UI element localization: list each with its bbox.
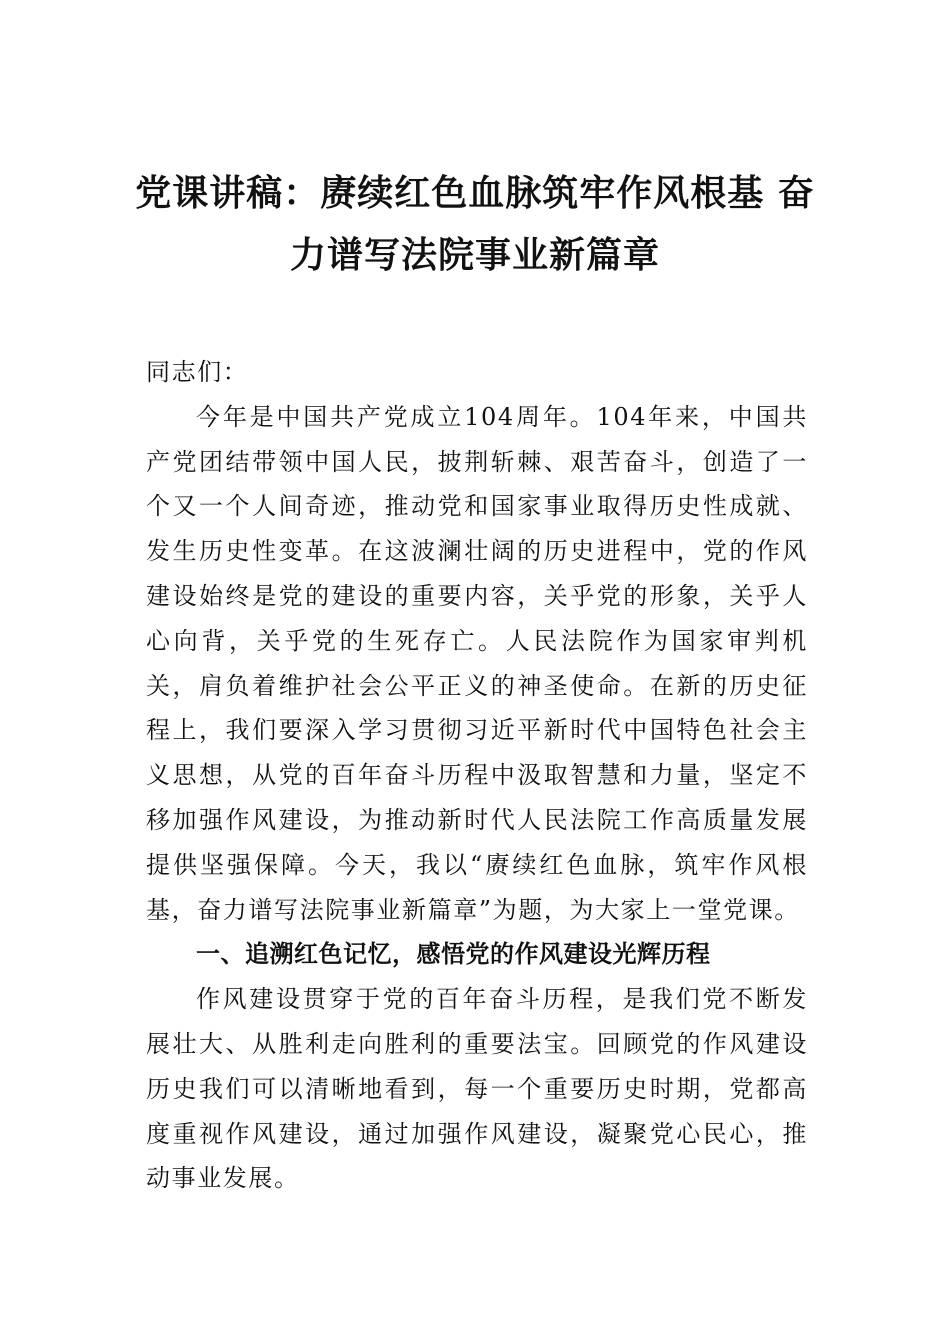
- salutation: 同志们：: [146, 358, 249, 386]
- document-body: [146, 350, 808, 1201]
- document-title: 党课讲稿：赓续红色血脉筑牢作风根基 奋力谱写法院事业新篇章: [135, 172, 815, 276]
- paragraph-section-1: 作风建设贯穿于党的百年奋斗历程，是我们党不断发展壮大、从胜利走向胜利的重要法宝。回顾党的作风建设历史我们可以清晰地看到，每一个重要历史时期，党都高度重视作风建设，通过加强作风建设，凝聚党心民心，推动事业发展。: [146, 985, 808, 1193]
- paragraph-intro: 今年是中国共产党成立104周年。104年来，中国共产党团结带领中国人民，披荆斩棘、艰苦奋斗，创造了一个又一个人间奇迹，推动党和国家事业取得历史性成就、发生历史性变革。在这波澜壮阔的历史进程中，党的作风建设始终是党的建设的重要内容，关乎党的形象，关乎人心向背，关乎党的生死存亡。人民法院作为国家审判机关，肩负着维护社会公平正义的神圣使命。在新的历史征程上，我们要深入学习贯彻习近平新时代中国特色社会主义思想，从党的百年奋斗历程中汲取智慧和力量，坚定不移加强作风建设，为推动新时代人民法院工作高质量发展提供坚强保障。今天，我以“赓续红色血脉，筑牢作风根基，奋力谱写法院事业新篇章”为题，为大家上一堂党课。: [146, 402, 808, 924]
- section-heading-1: 一、追溯红色记忆，感悟党的作风建设光辉历程: [196, 940, 711, 969]
